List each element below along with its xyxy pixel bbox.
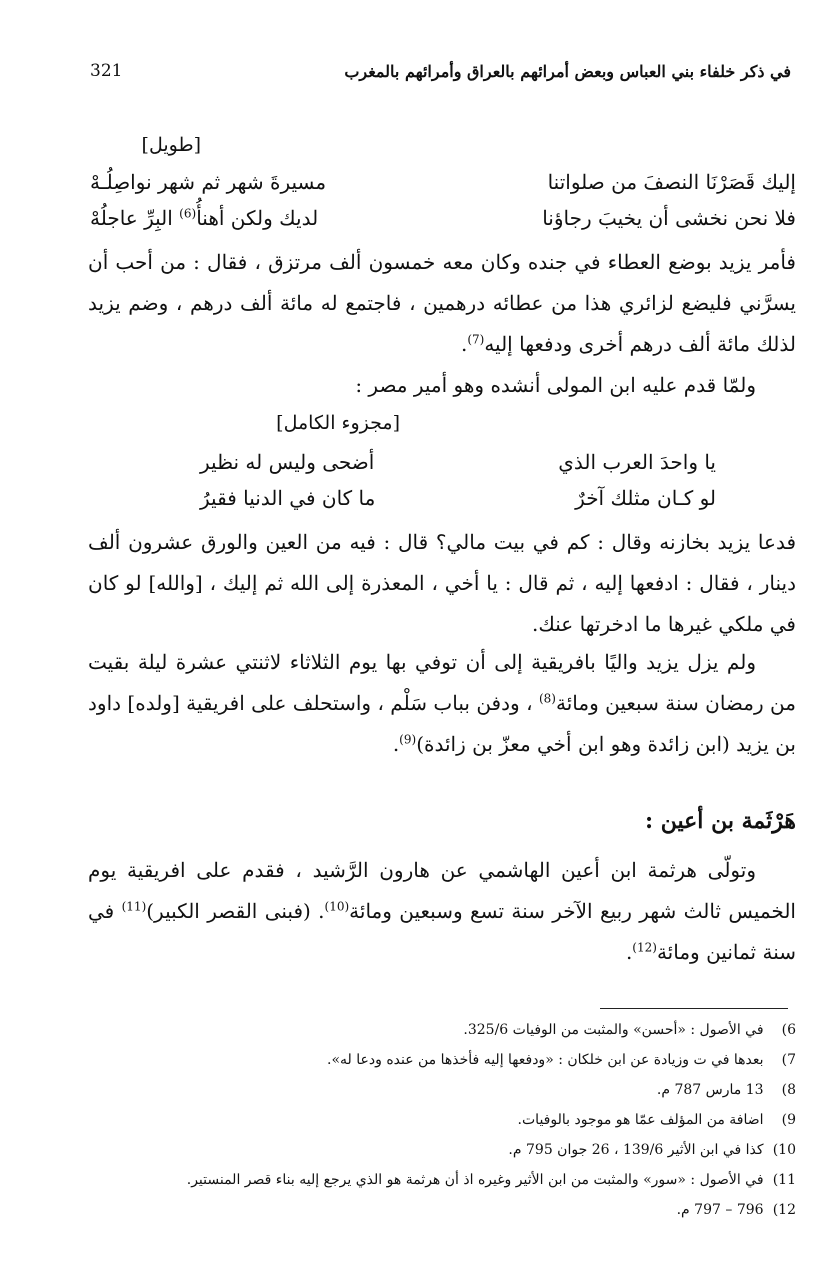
verse-first-hemistich: يا واحدَ العرب الذي — [558, 450, 716, 474]
verse-first-hemistich: فلا نحن نخشى أن يخيبَ رجاؤنا — [542, 206, 796, 230]
footnote-marker: (9) — [399, 732, 417, 747]
footnote-9 — [60, 1105, 796, 1135]
verse-text: لديك ولكن أهنأُ — [196, 206, 319, 230]
verse-second-hemistich: مسيرةَ شهر ثم شهر نواصِلُـهْ — [90, 170, 327, 194]
paragraph-text: ، ودفن بباب سَلْم ، واستحلف على افريقية [ولده] داود بن يزيد (ابن زائدة وهو ابن أخي معزّ بن زائدة) — [88, 691, 796, 756]
footnote-rule — [600, 1008, 788, 1009]
running-title: في ذكر خلفاء بني العباس وبعض أمرائهم بالعراق وأمرائهم بالمغرب — [344, 61, 791, 81]
verse-second-hemistich: ما كان في الدنيا فقيرُ — [200, 486, 376, 510]
paragraph-4 — [88, 642, 796, 765]
paragraph-5 — [88, 850, 796, 973]
footnote-text: 13 مارس 787 م. — [656, 1082, 764, 1098]
footnote-number: 8) — [781, 1082, 796, 1098]
footnote-number: 7) — [781, 1052, 796, 1068]
footnote-marker: (11) — [121, 899, 147, 914]
poem1-verse-2 — [90, 206, 796, 236]
footnote-number: 9) — [781, 1112, 796, 1128]
poem2-verse-2 — [200, 486, 716, 516]
footnote-12 — [60, 1195, 796, 1225]
footnote-number: 11) — [772, 1172, 796, 1188]
paragraph-text: فأمر يزيد بوضع العطاء في جنده وكان معه خمسون ألف مرتزق ، فقال : من أحب أن يسرَّني فليضع لزائري هذا من عطائه درهمين ، فاجتمع له مائة ألف درهم ، وضم يزيد لذلك مائة ألف درهم أخرى ودفعها إليه — [88, 250, 796, 356]
verse-first-hemistich: لو كـان مثلك آخرٌ — [575, 486, 716, 510]
footnote-number: 6) — [781, 1022, 796, 1038]
poem2-verse-1 — [200, 450, 716, 480]
verse-first-hemistich: إليك قَصَرْنَا النصفَ من صلواتنا — [547, 170, 796, 194]
footnote-text: اضافة من المؤلف عمّا هو موجود بالوفيات. — [517, 1112, 764, 1128]
footnote-number: 10) — [772, 1142, 796, 1158]
footnote-marker: (10) — [324, 899, 350, 914]
footnote-marker: (7) — [467, 332, 485, 347]
footnote-10 — [60, 1135, 796, 1165]
paragraph-text: في سنة ثمانين ومائة — [88, 899, 796, 964]
verse-second-hemistich: أضحى وليس له نظير — [200, 450, 375, 474]
verse-second-hemistich — [90, 206, 318, 230]
poem2-meter: [مجزوء الكامل] — [276, 412, 400, 434]
paragraph-end: . — [625, 940, 633, 964]
paragraph-end: . — [460, 332, 468, 356]
paragraph-1 — [88, 242, 796, 365]
footnote-marker: (6) — [179, 206, 197, 221]
running-head — [90, 54, 791, 88]
footnote-8 — [60, 1075, 796, 1105]
page-number: 321 — [90, 61, 123, 81]
section-heading: هَرْثَمة بن أعين : — [645, 808, 796, 834]
paragraph-text: ولم يزل يزيد واليًا بافريقية إلى أن توفي بها يوم الثلاثاء لاثنتي عشرة ليلة بقيت من رمضان سنة سبعين ومائة — [88, 650, 796, 715]
verse-text: البِرِّ عاجلُهْ — [90, 206, 180, 230]
footnote-7 — [60, 1045, 796, 1075]
footnote-text: كذا في ابن الأثير 139/6 ، 26 جوان 795 م. — [508, 1142, 764, 1158]
footnote-text: بعدها في ت وزيادة عن ابن خلكان : «ودفعها إليه فأخذها من عنده ودعا له». — [327, 1052, 764, 1068]
footnote-text: في الأصول : «أحسن» والمثبت من الوفيات 325/6. — [463, 1022, 764, 1038]
footnote-number: 12) — [772, 1202, 796, 1218]
paragraph-text: وتولّى هرثمة ابن أعين الهاشمي عن هارون الرَّشيد ، فقدم على افريقية يوم الخميس ثالث شهر ربيع الآخر سنة تسع وسبعين ومائة — [88, 858, 796, 923]
footnote-text: 796 – 797 م. — [676, 1202, 764, 1218]
footnote-text: في الأصول : «سور» والمثبت من ابن الأثير وغيره اذ أن هرثمة هو الذي يرجع إليه بناء قصر المنستير. — [186, 1172, 764, 1188]
paragraph-end: . — [392, 732, 400, 756]
poem1-meter: [طويل] — [141, 134, 201, 156]
footnote-6 — [60, 1015, 796, 1045]
footnote-marker: (8) — [538, 691, 556, 706]
footnotes — [60, 1015, 796, 1225]
paragraph-2: ولمّا قدم عليه ابن المولى أنشده وهو أمير مصر : — [355, 373, 756, 397]
poem1-verse-1 — [90, 170, 796, 200]
paragraph-text: . (فبنى القصر الكبير) — [146, 899, 325, 923]
footnote-marker: (12) — [632, 940, 657, 955]
footnote-11 — [60, 1165, 796, 1195]
paragraph-3: فدعا يزيد بخازنه وقال : كم في بيت مالي؟ قال : فيه من العين والورق عشرون ألف دينار ، فقال : ادفعها إليه ، ثم قال : يا أخي ، المعذرة إلى الله ثم إليك ، [والله] لو كان في ملكي غيرها ما ادخرتها عنك. — [88, 530, 796, 636]
